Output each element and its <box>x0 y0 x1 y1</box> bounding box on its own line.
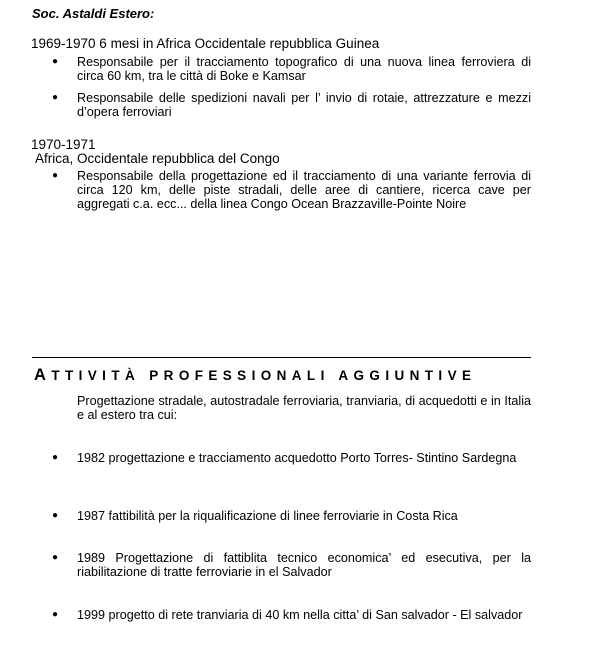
company-heading: Soc. Astaldi Estero: <box>32 6 155 21</box>
bullet-icon: ● <box>52 552 59 563</box>
list-item: 1987 fattibilità per la riqualificazione di linee ferroviarie in Costa Rica <box>77 509 458 523</box>
bullet-icon: ● <box>52 452 59 463</box>
heading-initial: A <box>34 366 52 384</box>
period-2-place: Africa, Occidentale repubblica del Congo <box>35 151 280 166</box>
bullet-icon: ● <box>52 609 59 620</box>
bullet-icon: ● <box>52 56 59 67</box>
bullet-icon: ● <box>52 510 59 521</box>
section-heading <box>34 366 476 385</box>
section-intro: Progettazione stradale, autostradale ferroviaria, tranviaria, di acquedotti e in Italia e al estero tra cui: <box>77 394 531 422</box>
bullet-icon: ● <box>52 92 59 103</box>
list-item: 1999 progetto di rete tranviaria di 40 km nella citta’ di San salvador - El salvador <box>77 608 523 622</box>
list-item: Responsabile per il tracciamento topografico di una nuova linea ferroviera di circa 60 km, tra le città di Boke e Kamsar <box>77 55 531 83</box>
list-item: 1982 progettazione e tracciamento acquedotto Porto Torres- Stintino Sardegna <box>77 451 517 465</box>
heading-rest: TTIVITÀ PROFESSIONALI AGGIUNTIVE <box>51 368 477 383</box>
list-item: Responsabile delle spedizioni navali per l’ invio di rotaie, attrezzature e mezzi d’opera ferroviari <box>77 91 531 119</box>
list-item: Responsabile della progettazione ed il tracciamento di una variante ferrovia di circa 120 km, delle piste stradali, delle aree di cantiere, ricerca cave per aggregati c.a. ecc... della linea Congo Ocean Brazzaville-Pointe Noire <box>77 169 531 211</box>
period-1-title: 1969-1970 6 mesi in Africa Occidentale repubblica Guinea <box>31 36 380 51</box>
bullet-icon: ● <box>52 170 59 181</box>
section-divider <box>32 357 531 358</box>
list-item: 1989 Progettazione di fattiblita tecnico economica’ ed esecutiva, per la riabilitazione di tratte ferroviarie in el Salvador <box>77 551 531 579</box>
period-2-years: 1970-1971 <box>31 137 96 152</box>
